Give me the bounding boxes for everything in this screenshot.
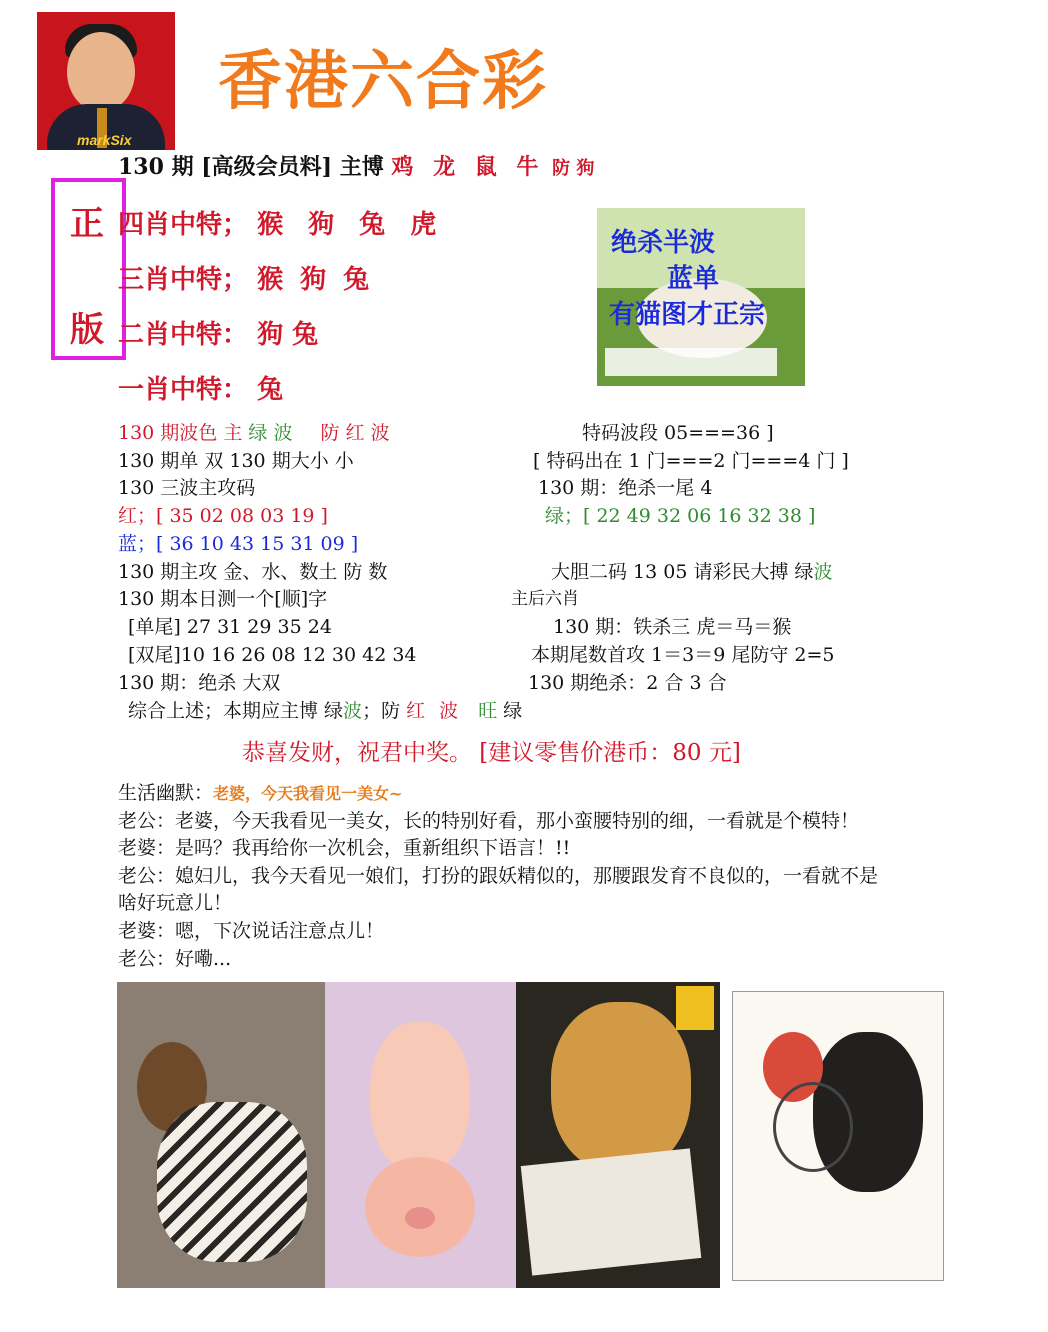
daily-word: 130 期本日测一个[顺]字 xyxy=(118,588,328,610)
tier-two xyxy=(118,314,318,351)
kill-tail: 130 期：绝杀一尾 4 xyxy=(538,477,713,499)
joke-line-1: 老公：老婆，今天我看见一美女，长的特别好看，那小蛮腰特别的细，一看就是个模特！ xyxy=(118,810,860,832)
pig-photo xyxy=(325,982,516,1288)
tier-four-label: 四肖中特； xyxy=(118,210,249,240)
kill-big-double: 130 期：绝杀 大双 xyxy=(118,672,281,694)
green-numbers: 绿；[ 22 49 32 06 16 32 38 ] xyxy=(545,505,816,527)
joke-headline: 老婆，今天我看见一美女~ xyxy=(213,784,403,803)
joke-intro: 生活幽默： xyxy=(118,782,214,804)
congrats-line: 恭喜发财，祝君中奖。 [建议零售价港币：80 元] xyxy=(242,740,741,766)
summary-guard: ；防 xyxy=(362,700,401,722)
issue-guard: 防 狗 xyxy=(552,158,595,179)
kill-combo: 130 期绝杀：2 合 3 合 xyxy=(528,672,727,694)
issue-main-animals: 鸡 龙 鼠 牛 xyxy=(391,154,545,180)
summary-prosper: 旺 xyxy=(478,700,498,722)
marksix-logo: markSix xyxy=(77,132,132,148)
bold-two-codes-wave: 波 xyxy=(813,561,833,583)
summary-text: 综合上述；本期应主博 绿 xyxy=(128,700,344,722)
promo-line-2: 蓝单 xyxy=(667,264,720,294)
authentic-badge-char-2: 版 xyxy=(70,310,104,350)
special-door: [ 特码出在 1 门===2 门===4 门 ] xyxy=(533,450,849,472)
joke-line-3: 老公：媳妇儿，我今天看见一娘们，打扮的跟妖精似的，那腰跟发育不良似的，一看就不是 xyxy=(118,865,879,887)
joke-line-4: 啥好玩意儿！ xyxy=(118,892,233,914)
presenter-portrait xyxy=(37,12,175,150)
blue-numbers: 蓝；[ 36 10 43 15 31 09 ] xyxy=(118,533,359,555)
tier-one xyxy=(118,369,283,406)
page-title: 香港六合彩 xyxy=(218,45,548,119)
tier-three-label: 三肖中特； xyxy=(118,265,249,295)
joke-heading xyxy=(118,778,402,805)
tier-three-animals: 猴 狗 兔 xyxy=(257,265,374,295)
promo-line-3: 有猫图才正宗 xyxy=(609,300,766,330)
three-wave-attack: 130 三波主攻码 xyxy=(118,477,256,499)
main-attack-elements: 130 期主攻 金、水、数土 防 数 xyxy=(118,561,388,583)
tier-four-animals: 猴 狗 兔 虎 xyxy=(257,210,445,240)
monkey-tiger-photo xyxy=(117,982,325,1288)
joke-line-5: 老婆：嗯，下次说话注意点儿！ xyxy=(118,920,385,942)
tier-two-animals: 狗 兔 xyxy=(257,320,319,350)
joke-line-6: 老公：好嘞... xyxy=(118,948,232,970)
main-six-animals: 主后六肖 xyxy=(511,589,579,609)
issue-line xyxy=(118,150,594,181)
joke-line-2: 老婆：是吗？我再给你一次机会，重新组织下语言！!! xyxy=(118,837,571,859)
dog-newspaper-photo xyxy=(516,982,720,1288)
bold-two-codes-text: 大胆二码 13 05 请彩民大搏 绿 xyxy=(551,561,814,583)
tier-two-label: 二肖中特： xyxy=(118,320,249,350)
rooster-painting xyxy=(732,991,944,1281)
red-numbers: 红；[ 35 02 08 03 19 ] xyxy=(118,505,328,527)
tier-three xyxy=(118,259,373,296)
odd-even-size: 130 期单 双 130 期大小 小 xyxy=(118,450,354,472)
wave-color-label: 130 期波色 xyxy=(118,422,218,444)
wave-color-row xyxy=(118,418,390,445)
summary-line xyxy=(128,696,522,723)
wave-main-green: 绿 波 xyxy=(248,422,293,444)
bold-two-codes xyxy=(551,557,833,584)
tier-one-label: 一肖中特： xyxy=(118,375,249,405)
summary-red-wave: 红 波 xyxy=(406,700,463,722)
promo-line-1: 绝杀半波 xyxy=(611,228,716,258)
single-tails: [单尾] 27 31 29 35 24 xyxy=(128,616,332,638)
wave-main-label: 主 xyxy=(223,422,243,444)
summary-green-wave: 波 xyxy=(343,700,363,722)
tail-attack: 本期尾数首攻 1＝3＝9 尾防守 2=5 xyxy=(531,644,835,666)
wave-guard-red: 防 红 波 xyxy=(320,422,390,444)
tier-four xyxy=(118,204,444,241)
iron-kill-three: 130 期：铁杀三 虎＝马＝猴 xyxy=(553,616,792,638)
authentic-badge-char-1: 正 xyxy=(70,204,104,244)
double-tails: [双尾]10 16 26 08 12 30 42 34 xyxy=(128,644,417,666)
promo-dog-image xyxy=(597,208,805,386)
tier-one-animals: 兔 xyxy=(257,375,284,405)
summary-prosper-color: 绿 xyxy=(503,700,523,722)
issue-prefix: 130 期 [高级会员料] 主博 xyxy=(118,154,384,180)
special-range: 特码波段 05===36 ] xyxy=(582,422,774,444)
